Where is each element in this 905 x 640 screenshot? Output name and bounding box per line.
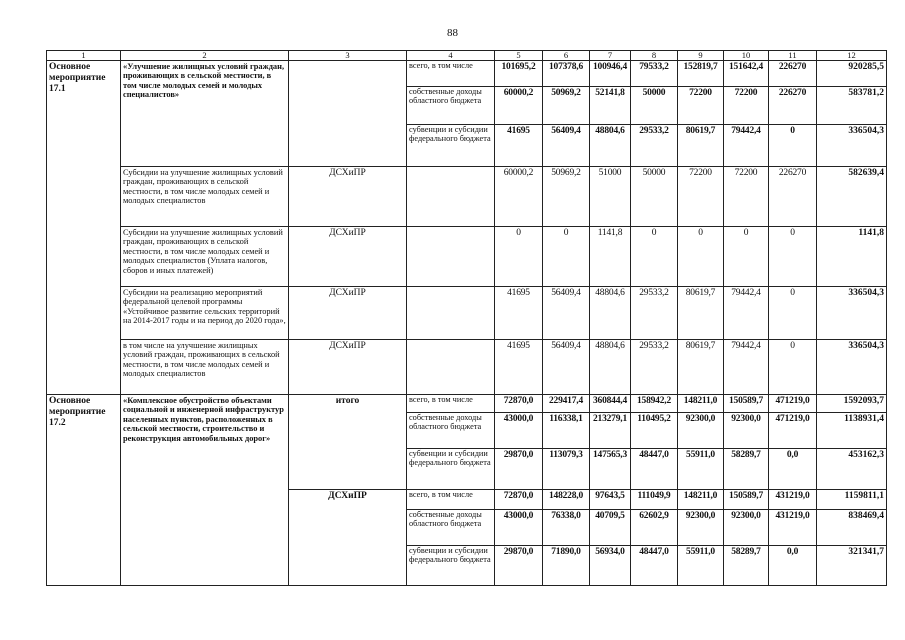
value-cell: 0: [495, 227, 543, 287]
total-cell: 336504,3: [817, 287, 887, 340]
value-cell: 92300,0: [678, 413, 724, 449]
value-cell: 1141,8: [590, 227, 631, 287]
value-cell: 41695: [495, 287, 543, 340]
funding-source: собственные доходы областного бюджета: [407, 413, 495, 449]
header-row: [47, 51, 887, 61]
value-cell: 48804,6: [590, 340, 631, 395]
total-cell: 1141,8: [817, 227, 887, 287]
total-cell: 920285,5: [817, 61, 887, 87]
value-cell: 50969,2: [543, 87, 590, 125]
col-header: 1: [47, 51, 121, 61]
value-cell: 79442,4: [724, 340, 769, 395]
funding-source: всего, в том числе: [407, 490, 495, 510]
value-cell: 0,0: [769, 546, 817, 586]
value-cell: 92300,0: [724, 510, 769, 546]
value-cell: 229417,4: [543, 395, 590, 413]
page-number: 88: [447, 27, 458, 39]
measure-title: «Комплексное обустройство объектами социальной и инженерной инфраструктур населенных пунктов, расположенных в сельской местности, строительство и реконструкция автомобильных дорог»: [121, 395, 289, 586]
table-row: [47, 61, 887, 87]
value-cell: 51000: [590, 167, 631, 227]
value-cell: 40709,5: [590, 510, 631, 546]
funding-source: субвенции и субсидии федерального бюджета: [407, 125, 495, 167]
total-cell: 1138931,4: [817, 413, 887, 449]
table-row: [47, 395, 887, 413]
value-cell: 72870,0: [495, 490, 543, 510]
subsidy-description: в том числе на улучшение жилищных условий граждан, проживающих в сельской местности, в том числе молодых семей и молодых специалистов: [121, 340, 289, 395]
value-cell: 152819,7: [678, 61, 724, 87]
funding-source: собственные доходы областного бюджета: [407, 510, 495, 546]
value-cell: 56934,0: [590, 546, 631, 586]
value-cell: 92300,0: [724, 413, 769, 449]
value-cell: 97643,5: [590, 490, 631, 510]
value-cell: 148211,0: [678, 490, 724, 510]
value-cell: 92300,0: [678, 510, 724, 546]
subsidy-description: Субсидии на улучшение жилищных условий граждан, проживающих в сельской местности, в том числе молодых семей и молодых специалистов (Уплата налогов, сборов и иных платежей): [121, 227, 289, 287]
value-cell: 48447,0: [631, 449, 678, 490]
value-cell: 50000: [631, 87, 678, 125]
value-cell: 29870,0: [495, 449, 543, 490]
executor-cell: [289, 61, 407, 167]
value-cell: 58289,7: [724, 546, 769, 586]
value-cell: 50000: [631, 167, 678, 227]
col-header: 7: [590, 51, 631, 61]
value-cell: 148211,0: [678, 395, 724, 413]
col-header: 6: [543, 51, 590, 61]
table-row: [47, 167, 887, 227]
value-cell: 29870,0: [495, 546, 543, 586]
measure-name: Основное мероприятие 17.1: [47, 61, 121, 395]
col-header: 12: [817, 51, 887, 61]
value-cell: 471219,0: [769, 413, 817, 449]
value-cell: 116338,1: [543, 413, 590, 449]
value-cell: 62602,9: [631, 510, 678, 546]
value-cell: 80619,7: [678, 340, 724, 395]
value-cell: 158942,2: [631, 395, 678, 413]
col-header: 4: [407, 51, 495, 61]
total-cell: 453162,3: [817, 449, 887, 490]
value-cell: 147565,3: [590, 449, 631, 490]
value-cell: 0: [724, 227, 769, 287]
col-header: 10: [724, 51, 769, 61]
value-cell: 43000,0: [495, 413, 543, 449]
total-cell: 582639,4: [817, 167, 887, 227]
funding-source: субвенции и субсидии федерального бюджета: [407, 546, 495, 586]
col-header: 5: [495, 51, 543, 61]
value-cell: 71890,0: [543, 546, 590, 586]
value-cell: 76338,0: [543, 510, 590, 546]
value-cell: 107378,6: [543, 61, 590, 87]
value-cell: 58289,7: [724, 449, 769, 490]
value-cell: 0,0: [769, 449, 817, 490]
value-cell: 72200: [724, 87, 769, 125]
executor: ДСХиПР: [289, 287, 407, 340]
table-row: [47, 340, 887, 395]
value-cell: 55911,0: [678, 449, 724, 490]
value-cell: 48447,0: [631, 546, 678, 586]
value-cell: 226270: [769, 87, 817, 125]
value-cell: 360844,4: [590, 395, 631, 413]
subsidy-description: Субсидии на улучшение жилищных условий граждан, проживающих в сельской местности, в том числе молодых семей и молодых специалистов: [121, 167, 289, 227]
value-cell: 80619,7: [678, 287, 724, 340]
value-cell: 0: [769, 125, 817, 167]
value-cell: 110495,2: [631, 413, 678, 449]
value-cell: 0: [769, 287, 817, 340]
value-cell: 113079,3: [543, 449, 590, 490]
value-cell: 48804,6: [590, 287, 631, 340]
value-cell: 72200: [678, 87, 724, 125]
total-cell: 321341,7: [817, 546, 887, 586]
value-cell: 213279,1: [590, 413, 631, 449]
total-cell: 336504,3: [817, 125, 887, 167]
value-cell: 0: [769, 227, 817, 287]
subsidy-description: Субсидии на реализацию мероприятий федеральной целевой программы «Устойчивое развитие сельских территорий на 2014-2017 годы и на период до 2020 года»,: [121, 287, 289, 340]
value-cell: 150589,7: [724, 490, 769, 510]
value-cell: 80619,7: [678, 125, 724, 167]
budget-table: [46, 50, 887, 586]
value-cell: 151642,4: [724, 61, 769, 87]
value-cell: 226270: [769, 61, 817, 87]
total-cell: 583781,2: [817, 87, 887, 125]
funding-source: всего, в том числе: [407, 395, 495, 413]
value-cell: 56409,4: [543, 287, 590, 340]
value-cell: 0: [678, 227, 724, 287]
value-cell: 0: [769, 340, 817, 395]
col-header: 2: [121, 51, 289, 61]
value-cell: 29533,2: [631, 125, 678, 167]
value-cell: 72200: [678, 167, 724, 227]
col-header: 3: [289, 51, 407, 61]
value-cell: 79533,2: [631, 61, 678, 87]
value-cell: 60000,2: [495, 167, 543, 227]
value-cell: 56409,4: [543, 125, 590, 167]
value-cell: 52141,8: [590, 87, 631, 125]
col-header: 11: [769, 51, 817, 61]
value-cell: 0: [543, 227, 590, 287]
funding-source: [407, 227, 495, 287]
value-cell: 148228,0: [543, 490, 590, 510]
table-row: [47, 227, 887, 287]
funding-source: [407, 287, 495, 340]
value-cell: 79442,4: [724, 125, 769, 167]
value-cell: 79442,4: [724, 287, 769, 340]
funding-source: [407, 167, 495, 227]
value-cell: 29533,2: [631, 340, 678, 395]
funding-source: всего, в том числе: [407, 61, 495, 87]
value-cell: 101695,2: [495, 61, 543, 87]
executor: ДСХиПР: [289, 490, 407, 586]
value-cell: 431219,0: [769, 510, 817, 546]
col-header: 8: [631, 51, 678, 61]
value-cell: 55911,0: [678, 546, 724, 586]
value-cell: 60000,2: [495, 87, 543, 125]
value-cell: 471219,0: [769, 395, 817, 413]
value-cell: 111049,9: [631, 490, 678, 510]
measure-name: Основное мероприятие 17.2: [47, 395, 121, 586]
funding-source: [407, 340, 495, 395]
total-cell: 336504,3: [817, 340, 887, 395]
value-cell: 72870,0: [495, 395, 543, 413]
value-cell: 431219,0: [769, 490, 817, 510]
value-cell: 72200: [724, 167, 769, 227]
value-cell: 226270: [769, 167, 817, 227]
funding-source: собственные доходы областного бюджета: [407, 87, 495, 125]
col-header: 9: [678, 51, 724, 61]
total-cell: 838469,4: [817, 510, 887, 546]
value-cell: 43000,0: [495, 510, 543, 546]
value-cell: 0: [631, 227, 678, 287]
measure-title: «Улучшение жилищных условий граждан, проживающих в сельской местности, в том числе молодых семей и молодых специалистов»: [121, 61, 289, 167]
value-cell: 100946,4: [590, 61, 631, 87]
total-cell: 1592093,7: [817, 395, 887, 413]
executor: ДСХиПР: [289, 167, 407, 227]
total-cell: 1159811,1: [817, 490, 887, 510]
value-cell: 56409,4: [543, 340, 590, 395]
value-cell: 29533,2: [631, 287, 678, 340]
value-cell: 150589,7: [724, 395, 769, 413]
executor: ДСХиПР: [289, 340, 407, 395]
table-row: [47, 287, 887, 340]
value-cell: 41695: [495, 340, 543, 395]
executor: ДСХиПР: [289, 227, 407, 287]
funding-source: субвенции и субсидии федерального бюджета: [407, 449, 495, 490]
executor-itogo: итого: [289, 395, 407, 490]
value-cell: 41695: [495, 125, 543, 167]
value-cell: 48804,6: [590, 125, 631, 167]
value-cell: 50969,2: [543, 167, 590, 227]
